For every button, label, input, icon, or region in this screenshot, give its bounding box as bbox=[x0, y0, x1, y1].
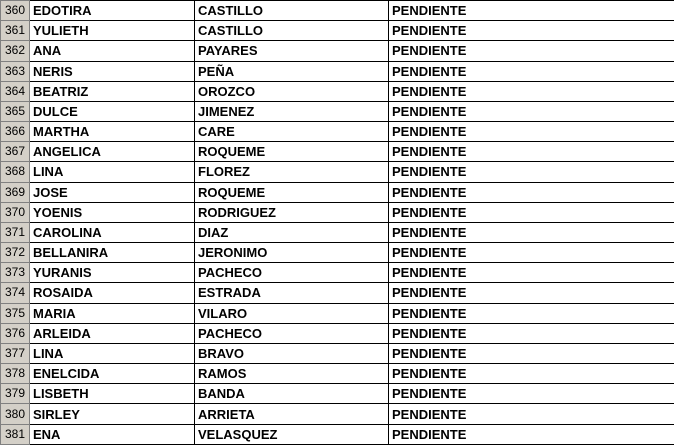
cell-status[interactable]: PENDIENTE bbox=[389, 222, 674, 242]
table-row bbox=[1, 343, 674, 363]
cell-last-name[interactable]: JIMENEZ bbox=[195, 101, 389, 121]
cell-last-name[interactable]: OROZCO bbox=[195, 81, 389, 101]
row-header[interactable]: 363 bbox=[1, 61, 30, 81]
table-row bbox=[1, 323, 674, 343]
cell-status[interactable]: PENDIENTE bbox=[389, 202, 674, 222]
cell-status[interactable]: PENDIENTE bbox=[389, 364, 674, 384]
cell-last-name[interactable]: PAYARES bbox=[195, 41, 389, 61]
row-header[interactable]: 373 bbox=[1, 263, 30, 283]
cell-first-name[interactable]: ENELCIDA bbox=[30, 364, 195, 384]
table-row bbox=[1, 142, 674, 162]
cell-first-name[interactable]: MARTHA bbox=[30, 122, 195, 142]
cell-status[interactable]: PENDIENTE bbox=[389, 384, 674, 404]
table-row bbox=[1, 182, 674, 202]
cell-last-name[interactable]: RAMOS bbox=[195, 364, 389, 384]
cell-first-name[interactable]: YURANIS bbox=[30, 263, 195, 283]
table-row bbox=[1, 21, 674, 41]
cell-first-name[interactable]: ARLEIDA bbox=[30, 323, 195, 343]
cell-last-name[interactable]: PACHECO bbox=[195, 323, 389, 343]
cell-first-name[interactable]: BEATRIZ bbox=[30, 81, 195, 101]
cell-first-name[interactable]: NERIS bbox=[30, 61, 195, 81]
cell-status[interactable]: PENDIENTE bbox=[389, 243, 674, 263]
row-header[interactable]: 380 bbox=[1, 404, 30, 424]
cell-status[interactable]: PENDIENTE bbox=[389, 21, 674, 41]
cell-last-name[interactable]: VELASQUEZ bbox=[195, 424, 389, 444]
cell-last-name[interactable]: ESTRADA bbox=[195, 283, 389, 303]
cell-last-name[interactable]: RODRIGUEZ bbox=[195, 202, 389, 222]
table-row bbox=[1, 41, 674, 61]
cell-status[interactable]: PENDIENTE bbox=[389, 182, 674, 202]
table-row bbox=[1, 202, 674, 222]
row-header[interactable]: 379 bbox=[1, 384, 30, 404]
cell-last-name[interactable]: JERONIMO bbox=[195, 243, 389, 263]
table-row bbox=[1, 243, 674, 263]
cell-last-name[interactable]: DIAZ bbox=[195, 222, 389, 242]
table-row bbox=[1, 283, 674, 303]
row-header[interactable]: 367 bbox=[1, 142, 30, 162]
table-row bbox=[1, 364, 674, 384]
table-row bbox=[1, 1, 674, 21]
row-header[interactable]: 381 bbox=[1, 424, 30, 444]
cell-last-name[interactable]: ARRIETA bbox=[195, 404, 389, 424]
table-row bbox=[1, 424, 674, 444]
table-row bbox=[1, 162, 674, 182]
cell-first-name[interactable]: SIRLEY bbox=[30, 404, 195, 424]
cell-status[interactable]: PENDIENTE bbox=[389, 41, 674, 61]
cell-status[interactable]: PENDIENTE bbox=[389, 404, 674, 424]
cell-first-name[interactable]: LINA bbox=[30, 162, 195, 182]
table-row bbox=[1, 81, 674, 101]
cell-status[interactable]: PENDIENTE bbox=[389, 323, 674, 343]
table-row bbox=[1, 222, 674, 242]
row-header[interactable]: 376 bbox=[1, 323, 30, 343]
row-header[interactable]: 378 bbox=[1, 364, 30, 384]
cell-last-name[interactable]: PEÑA bbox=[195, 61, 389, 81]
cell-first-name[interactable]: LINA bbox=[30, 343, 195, 363]
cell-last-name[interactable]: BANDA bbox=[195, 384, 389, 404]
cell-last-name[interactable]: BRAVO bbox=[195, 343, 389, 363]
cell-first-name[interactable]: CAROLINA bbox=[30, 222, 195, 242]
cell-last-name[interactable]: VILARO bbox=[195, 303, 389, 323]
cell-status[interactable]: PENDIENTE bbox=[389, 283, 674, 303]
cell-last-name[interactable]: CARE bbox=[195, 122, 389, 142]
cell-first-name[interactable]: ENA bbox=[30, 424, 195, 444]
table-row bbox=[1, 263, 674, 283]
cell-last-name[interactable]: ROQUEME bbox=[195, 182, 389, 202]
row-header[interactable]: 361 bbox=[1, 21, 30, 41]
table-row bbox=[1, 303, 674, 323]
row-header[interactable]: 362 bbox=[1, 41, 30, 61]
row-header[interactable]: 375 bbox=[1, 303, 30, 323]
row-header[interactable]: 360 bbox=[1, 1, 30, 21]
row-header[interactable]: 369 bbox=[1, 182, 30, 202]
row-header[interactable]: 366 bbox=[1, 122, 30, 142]
cell-first-name[interactable]: BELLANIRA bbox=[30, 243, 195, 263]
cell-last-name[interactable]: PACHECO bbox=[195, 263, 389, 283]
cell-status[interactable]: PENDIENTE bbox=[389, 81, 674, 101]
table-row bbox=[1, 404, 674, 424]
cell-status[interactable]: PENDIENTE bbox=[389, 162, 674, 182]
row-header[interactable]: 372 bbox=[1, 243, 30, 263]
spreadsheet-body bbox=[1, 1, 674, 445]
cell-first-name[interactable]: ROSAIDA bbox=[30, 283, 195, 303]
row-header[interactable]: 371 bbox=[1, 222, 30, 242]
cell-status[interactable]: PENDIENTE bbox=[389, 343, 674, 363]
table-row bbox=[1, 122, 674, 142]
cell-status[interactable]: PENDIENTE bbox=[389, 1, 674, 21]
cell-first-name[interactable]: MARIA bbox=[30, 303, 195, 323]
cell-first-name[interactable]: ANGELICA bbox=[30, 142, 195, 162]
row-header[interactable]: 364 bbox=[1, 81, 30, 101]
cell-first-name[interactable]: YOENIS bbox=[30, 202, 195, 222]
row-header[interactable]: 374 bbox=[1, 283, 30, 303]
cell-last-name[interactable]: FLOREZ bbox=[195, 162, 389, 182]
cell-status[interactable]: PENDIENTE bbox=[389, 263, 674, 283]
cell-first-name[interactable]: LISBETH bbox=[30, 384, 195, 404]
row-header[interactable]: 368 bbox=[1, 162, 30, 182]
cell-status[interactable]: PENDIENTE bbox=[389, 122, 674, 142]
row-header[interactable]: 365 bbox=[1, 101, 30, 121]
cell-last-name[interactable]: CASTILLO bbox=[195, 21, 389, 41]
row-header[interactable]: 377 bbox=[1, 343, 30, 363]
cell-status[interactable]: PENDIENTE bbox=[389, 303, 674, 323]
cell-status[interactable]: PENDIENTE bbox=[389, 142, 674, 162]
cell-status[interactable]: PENDIENTE bbox=[389, 61, 674, 81]
table-row bbox=[1, 61, 674, 81]
cell-first-name[interactable]: YULIETH bbox=[30, 21, 195, 41]
cell-last-name[interactable]: ROQUEME bbox=[195, 142, 389, 162]
cell-last-name[interactable]: CASTILLO bbox=[195, 1, 389, 21]
cell-first-name[interactable]: ANA bbox=[30, 41, 195, 61]
cell-first-name[interactable]: JOSE bbox=[30, 182, 195, 202]
row-header[interactable]: 370 bbox=[1, 202, 30, 222]
table-row bbox=[1, 384, 674, 404]
cell-status[interactable]: PENDIENTE bbox=[389, 101, 674, 121]
cell-first-name[interactable]: EDOTIRA bbox=[30, 1, 195, 21]
cell-first-name[interactable]: DULCE bbox=[30, 101, 195, 121]
cell-status[interactable]: PENDIENTE bbox=[389, 424, 674, 444]
table-row bbox=[1, 101, 674, 121]
